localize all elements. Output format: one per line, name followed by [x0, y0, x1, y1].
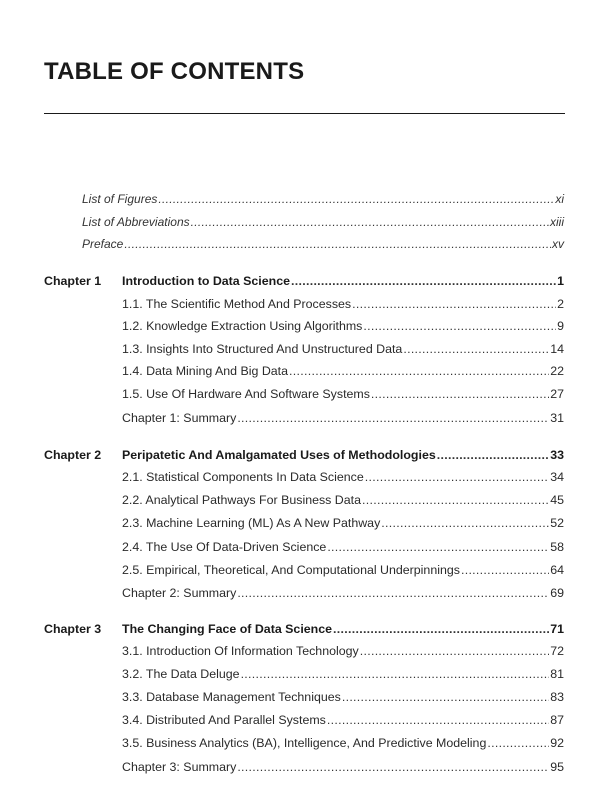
toc-entry-chapter-1[interactable] — [122, 273, 564, 289]
toc-entry-section[interactable] — [122, 296, 564, 312]
toc-entry-page: 92 — [550, 736, 564, 750]
toc-entry-section[interactable] — [122, 562, 564, 578]
section-title: 2.3. Machine Learning (ML) As A New Pathway — [122, 516, 381, 530]
section-title: Chapter 1: Summary — [122, 411, 237, 425]
toc-entry-list-of-figures[interactable] — [82, 191, 564, 207]
toc-entry-section[interactable] — [122, 469, 564, 485]
section-title: 3.1. Introduction Of Information Technology — [122, 644, 359, 658]
dot-leader — [237, 585, 549, 601]
chapter-title: Introduction to Data Science — [122, 274, 290, 288]
toc-entry-section[interactable] — [122, 363, 564, 379]
chapter-title: The Changing Face of Data Science — [122, 622, 332, 636]
section-title: 1.5. Use Of Hardware And Software Systems — [122, 387, 370, 401]
dot-leader — [241, 666, 550, 682]
section-title: 3.3. Database Management Techniques — [122, 690, 341, 704]
dot-leader — [360, 643, 549, 659]
toc-entry-list-of-abbreviations[interactable] — [82, 214, 564, 230]
toc-entry-page: xiii — [550, 215, 564, 229]
chapter-number: Chapter 2 — [44, 448, 102, 462]
toc-entry-page: 95 — [550, 760, 564, 774]
toc-entry-label: Preface — [82, 237, 124, 251]
toc-entry-section[interactable] — [122, 712, 564, 728]
section-title: 3.4. Distributed And Parallel Systems — [122, 713, 326, 727]
toc-entry-section[interactable] — [122, 386, 564, 402]
chapter-number: Chapter 1 — [44, 274, 102, 288]
dot-leader — [327, 539, 549, 555]
toc-entry-page: 14 — [550, 342, 564, 356]
toc-entry-section[interactable] — [122, 539, 564, 555]
dot-leader — [362, 492, 549, 508]
dot-leader — [381, 515, 549, 531]
chapter-title: Peripatetic And Amalgamated Uses of Methodologies — [122, 448, 436, 462]
toc-entry-page: 27 — [550, 387, 564, 401]
toc-entry-label: List of Figures — [82, 192, 158, 206]
toc-entry-page: 33 — [550, 448, 564, 462]
dot-leader — [365, 469, 549, 485]
dot-leader — [371, 386, 549, 402]
dot-leader — [291, 273, 556, 289]
dot-leader — [437, 447, 549, 463]
toc-entry-chapter-3[interactable] — [122, 621, 564, 637]
toc-entry-page: 58 — [550, 540, 564, 554]
toc-entry-page: 34 — [550, 470, 564, 484]
toc-entry-page: 9 — [557, 319, 564, 333]
toc-entry-section[interactable] — [122, 666, 564, 682]
section-title: Chapter 3: Summary — [122, 760, 237, 774]
toc-entry-label: List of Abbreviations — [82, 215, 190, 229]
dot-leader — [124, 236, 551, 252]
section-title: 2.2. Analytical Pathways For Business Data — [122, 493, 361, 507]
dot-leader — [191, 214, 549, 230]
dot-leader — [289, 363, 549, 379]
section-title: 2.1. Statistical Components In Data Science — [122, 470, 364, 484]
toc-entry-page: 22 — [550, 364, 564, 378]
section-title: Chapter 2: Summary — [122, 586, 237, 600]
section-title: 3.5. Business Analytics (BA), Intelligence, And Predictive Modeling — [122, 736, 487, 750]
section-title: 1.4. Data Mining And Big Data — [122, 364, 288, 378]
toc-entry-page: 83 — [550, 690, 564, 704]
toc-entry-section[interactable] — [122, 735, 564, 751]
toc-entry-page: 69 — [550, 586, 564, 600]
section-title: 3.2. The Data Deluge — [122, 667, 240, 681]
toc-entry-section[interactable] — [122, 515, 564, 531]
section-title: 1.1. The Scientific Method And Processes — [122, 297, 352, 311]
toc-entry-section[interactable] — [122, 585, 564, 601]
dot-leader — [158, 191, 554, 207]
title-divider — [44, 113, 565, 114]
toc-entry-section[interactable] — [122, 410, 564, 426]
toc-entry-section[interactable] — [122, 689, 564, 705]
toc-entry-page: xi — [555, 192, 564, 206]
dot-leader — [333, 621, 549, 637]
toc-entry-page: 87 — [550, 713, 564, 727]
toc-entry-page: 64 — [550, 563, 564, 577]
toc-entry-section[interactable] — [122, 759, 564, 775]
dot-leader — [327, 712, 549, 728]
section-title: 1.2. Knowledge Extraction Using Algorithms — [122, 319, 363, 333]
toc-entry-section[interactable] — [122, 341, 564, 357]
toc-entry-chapter-2[interactable] — [122, 447, 564, 463]
toc-entry-page: 45 — [550, 493, 564, 507]
page-title: TABLE OF CONTENTS — [44, 58, 305, 85]
toc-entry-page: 31 — [550, 411, 564, 425]
toc-entry-page: 71 — [550, 622, 564, 636]
toc-entry-section[interactable] — [122, 643, 564, 659]
toc-entry-page: 2 — [557, 297, 564, 311]
toc-entry-page: 81 — [550, 667, 564, 681]
toc-entry-preface[interactable] — [82, 236, 564, 252]
toc-entry-page: 72 — [550, 644, 564, 658]
dot-leader — [461, 562, 549, 578]
dot-leader — [403, 341, 549, 357]
section-title: 2.5. Empirical, Theoretical, And Computational Underpinnings — [122, 563, 460, 577]
toc-entry-page: 1 — [557, 274, 564, 288]
toc-entry-section[interactable] — [122, 318, 564, 334]
dot-leader — [237, 759, 549, 775]
chapter-number: Chapter 3 — [44, 622, 102, 636]
dot-leader — [363, 318, 556, 334]
toc-entry-section[interactable] — [122, 492, 564, 508]
dot-leader — [342, 689, 549, 705]
dot-leader — [487, 735, 549, 751]
dot-leader — [237, 410, 549, 426]
toc-entry-page: 52 — [550, 516, 564, 530]
section-title: 1.3. Insights Into Structured And Unstructured Data — [122, 342, 403, 356]
toc-entry-page: xv — [552, 237, 564, 251]
dot-leader — [352, 296, 556, 312]
section-title: 2.4. The Use Of Data-Driven Science — [122, 540, 327, 554]
